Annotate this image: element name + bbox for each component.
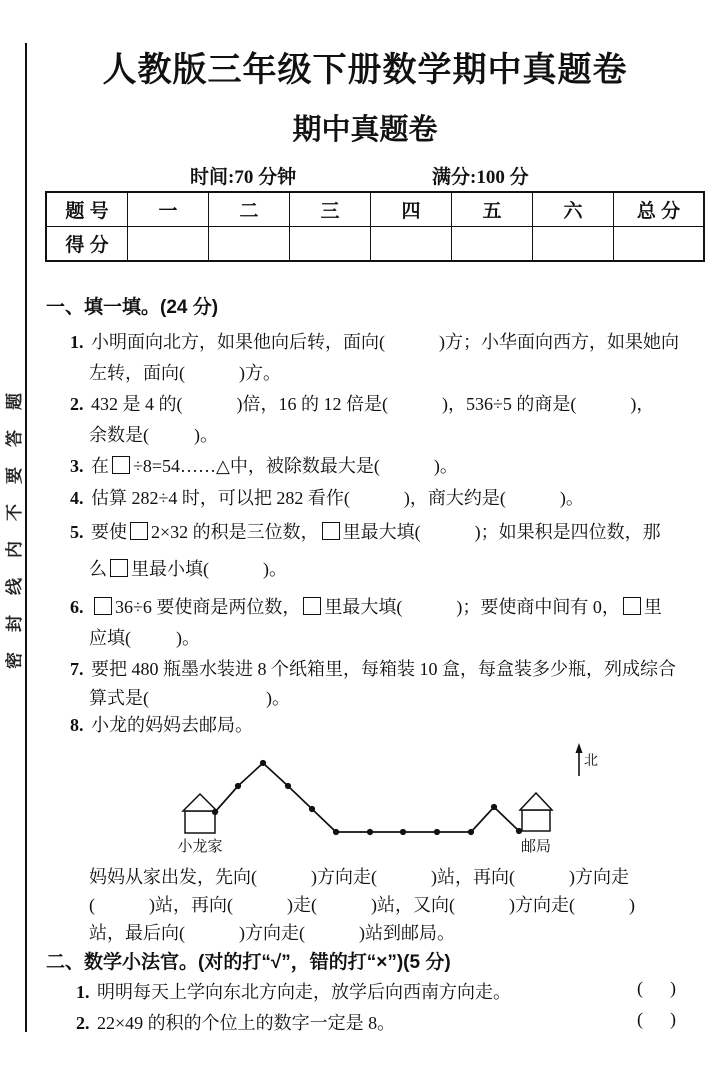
station-dot xyxy=(434,829,440,835)
fill-in-box xyxy=(322,522,340,540)
score-cell xyxy=(614,227,705,262)
judge-q2-line xyxy=(76,1009,395,1035)
north-arrow-icon xyxy=(576,743,599,776)
station-dot xyxy=(468,829,474,835)
route-path xyxy=(215,763,522,832)
score-cell xyxy=(209,227,290,262)
question-number: 7. xyxy=(70,659,84,679)
section-judge-title: 二、数学小法官。(对的打“√”，错的打“×”)(5 分) xyxy=(46,952,451,973)
question-text: 明明每天上学向东北方向走，放学后向西南方向走。 xyxy=(97,982,511,1002)
score-col-3: 三 xyxy=(290,192,371,227)
paragraph-text: 站，最后向( )方向走( )站到邮局。 xyxy=(89,923,455,943)
section-fill-title: 一、填一填。(24 分) xyxy=(46,297,219,318)
question-text: 22×49 的积的个位上的数字一定是 8。 xyxy=(97,1013,396,1033)
question-text: 左转，面向( )方。 xyxy=(89,363,281,383)
station-dot xyxy=(309,806,315,812)
fill-q1-line2 xyxy=(89,359,281,385)
paragraph-text: ( )站，再向( )走( )站，又向( )方向走( ) xyxy=(89,895,635,915)
question-number: 3. xyxy=(70,456,84,476)
fill-q6-line1 xyxy=(70,593,662,619)
fill-q1-line1 xyxy=(70,328,679,354)
fill-q6-line2 xyxy=(89,624,200,650)
fill-in-box xyxy=(94,597,112,615)
score-col-6: 六 xyxy=(533,192,614,227)
station-dot xyxy=(285,783,291,789)
station-dot xyxy=(491,804,497,810)
fill-in-box xyxy=(110,559,128,577)
question-number: 2. xyxy=(70,394,84,414)
station-dot xyxy=(516,828,522,834)
question-text: 小明面向北方，如果他向后转，面向( )方；小华面向西方，如果她向 xyxy=(91,332,679,352)
score-cell xyxy=(452,227,533,262)
fill-q8-line1 xyxy=(70,711,253,737)
question-number: 6. xyxy=(70,597,84,617)
fill-q2-line2 xyxy=(89,421,218,447)
score-table xyxy=(45,191,705,262)
score-col-2: 二 xyxy=(209,192,290,227)
paragraph-text: 妈妈从家出发，先向( )方向走( )站，再向( )方向走 xyxy=(89,867,629,887)
question-number: 4. xyxy=(70,488,84,508)
question-text: 么 里最小填( )。 xyxy=(89,559,287,579)
station-dot xyxy=(212,809,218,815)
fill-q3-line1 xyxy=(70,452,458,478)
station-dot xyxy=(400,829,406,835)
route-diagram xyxy=(155,738,615,858)
question-text: 应填( )。 xyxy=(89,628,200,648)
question-text: 小龙的妈妈去邮局。 xyxy=(91,715,253,735)
fill-in-box xyxy=(130,522,148,540)
question-number: 8. xyxy=(70,715,84,735)
question-text: 在 ÷8=54……△中，被除数最大是( )。 xyxy=(91,456,458,476)
score-col-1: 一 xyxy=(128,192,209,227)
score-cell xyxy=(290,227,371,262)
score-cell xyxy=(533,227,614,262)
fill-q7-line1 xyxy=(70,655,676,681)
question-number: 1. xyxy=(70,332,84,352)
score-cell xyxy=(128,227,209,262)
time-label: 时间:70 分钟 xyxy=(190,167,297,188)
station-dot xyxy=(260,760,266,766)
post-office-label: 邮局 xyxy=(520,839,552,855)
score-col-4: 四 xyxy=(371,192,452,227)
score-col-total: 总 分 xyxy=(614,192,705,227)
home-label: 小龙家 xyxy=(177,839,223,855)
score-cell xyxy=(371,227,452,262)
seal-margin-text: 密封线内不要答题 xyxy=(5,373,24,669)
station-dot xyxy=(367,829,373,835)
exam-title: 人教版三年级下册数学期中真题卷 xyxy=(102,51,628,89)
full-score-label: 满分:100 分 xyxy=(432,167,529,188)
exam-subtitle: 期中真题卷 xyxy=(292,114,438,146)
judge-q1-answer-blank: ( ) xyxy=(637,978,676,998)
judge-q2-answer-blank: ( ) xyxy=(637,1009,676,1029)
score-table-header-row xyxy=(46,192,704,227)
fill-q5-line2 xyxy=(89,555,287,581)
post-office-house-icon xyxy=(520,793,552,831)
question-text: 要把 480 瓶墨水装进 8 个纸箱里，每箱装 10 盒，每盒装多少瓶，列成综合 xyxy=(91,659,676,679)
fill-in-box xyxy=(623,597,641,615)
north-label: 北 xyxy=(584,754,598,769)
fill-q7-line2 xyxy=(89,684,290,710)
station-dot xyxy=(333,829,339,835)
map-paragraph-line3 xyxy=(89,919,455,945)
question-text: 估算 282÷4 时，可以把 282 看作( )，商大约是( )。 xyxy=(91,488,584,508)
question-number: 1. xyxy=(76,982,90,1002)
score-col-5: 五 xyxy=(452,192,533,227)
score-row-label: 得 分 xyxy=(46,227,128,262)
question-number: 2. xyxy=(76,1013,90,1033)
question-text: 要使 2×32 的积是三位数， 里最大填( )；如果积是四位数，那 xyxy=(91,522,661,542)
station-dots xyxy=(212,760,522,835)
fill-in-box xyxy=(303,597,321,615)
score-table-score-row xyxy=(46,227,704,262)
fill-q2-line1 xyxy=(70,390,654,416)
fill-in-box xyxy=(112,456,130,474)
map-paragraph-line1 xyxy=(89,863,629,889)
map-paragraph-line2 xyxy=(89,891,635,917)
question-text: 36÷6 要使商是两位数， 里最大填( )；要使商中间有 0， 里 xyxy=(91,597,662,617)
home-house-icon xyxy=(183,794,217,833)
station-dot xyxy=(235,783,241,789)
question-text: 432 是 4 的( )倍，16 的 12 倍是( )，536÷5 的商是( )， xyxy=(91,394,655,414)
question-number: 5. xyxy=(70,522,84,542)
fill-q5-line1 xyxy=(70,518,661,544)
fill-q4-line1 xyxy=(70,484,584,510)
question-text: 算式是( )。 xyxy=(89,688,290,708)
question-text: 余数是( )。 xyxy=(89,425,218,445)
judge-q1-line xyxy=(76,978,511,1004)
score-table-corner: 题 号 xyxy=(46,192,128,227)
